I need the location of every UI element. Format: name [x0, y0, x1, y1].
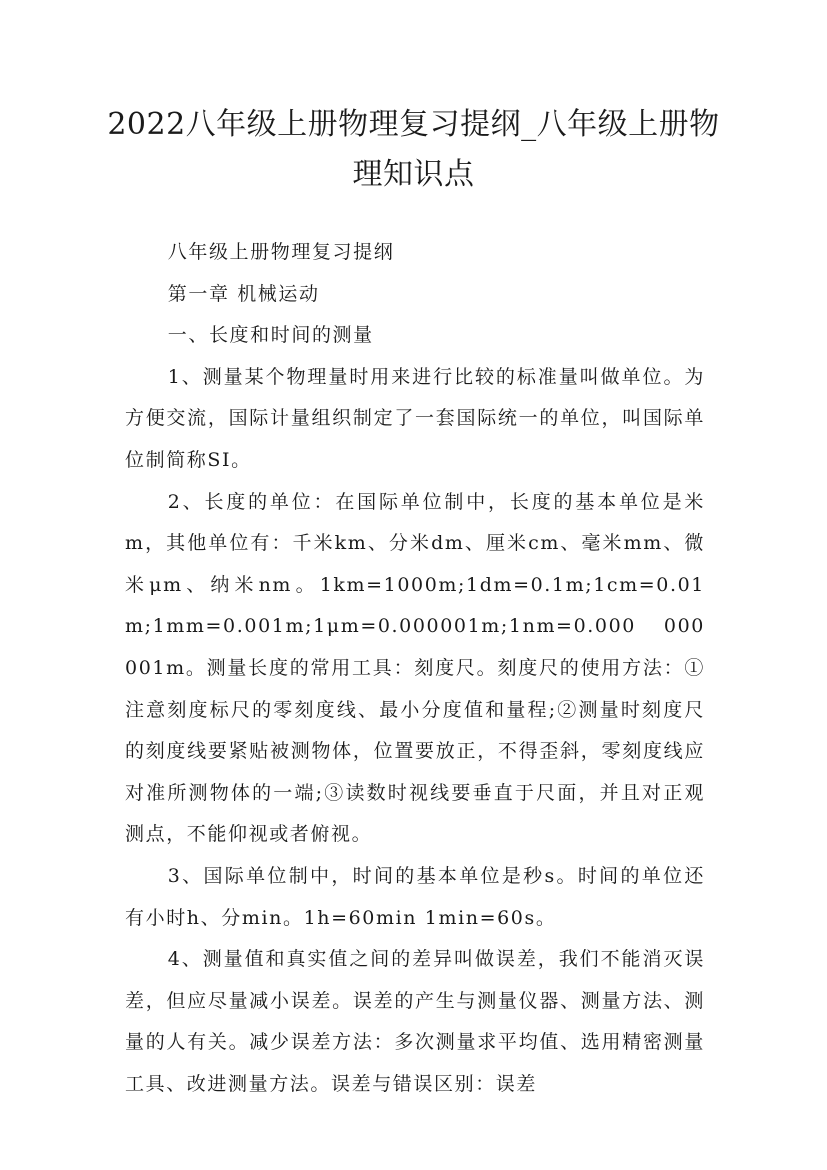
document-body — [125, 232, 705, 1105]
paragraph-item-1: 1、测量某个物理量时用来进行比较的标准量叫做单位。为方便交流，国际计量组织制定了一套国际统一的单位，叫国际单位制简称SI。 — [125, 365, 705, 471]
paragraph-section-heading: 一、长度和时间的测量 — [167, 324, 374, 347]
paragraph-item-3: 3、国际单位制中，时间的基本单位是秒s。时间的单位还有小时h、分min。1h=60min 1min=60s。 — [125, 864, 705, 929]
paragraph-chapter-heading: 第一章 机械运动 — [167, 282, 320, 305]
paragraph-item-2: 2、长度的单位：在国际单位制中，长度的基本单位是米m，其他单位有：千米km、分米dm、厘米cm、毫米mm、微米μm、纳米nm。1km=1000m;1dm=0.1m;1cm=0.01m;1mm=0.001m;1μm=0.000001m;1nm=0.000 000 001m。测量长度的常用工具：刻度尺。刻度尺的使用方法：①注意刻度标尺的零刻度线、最小分度值和量程;②测量时刻度尺的刻度线要紧贴被测物体，位置要放正，不得歪斜，零刻度线应对准所测物体的一端;③读数时视线要垂直于尺面，并且对正观测点，不能仰视或者俯视。 — [125, 490, 705, 846]
paragraph-outline-heading: 八年级上册物理复习提纲 — [167, 241, 395, 263]
document-title: 2022八年级上册物理复习提纲_八年级上册物理知识点 — [107, 107, 720, 192]
paragraph-item-4: 4、测量值和真实值之间的差异叫做误差，我们不能消灭误差，但应尽量减小误差。误差的产生与测量仪器、测量方法、测量的人有关。减少误差方法：多次测量求平均值、选用精密测量工具、改进测量方法。误差与错误区别：误差 — [125, 948, 705, 1095]
